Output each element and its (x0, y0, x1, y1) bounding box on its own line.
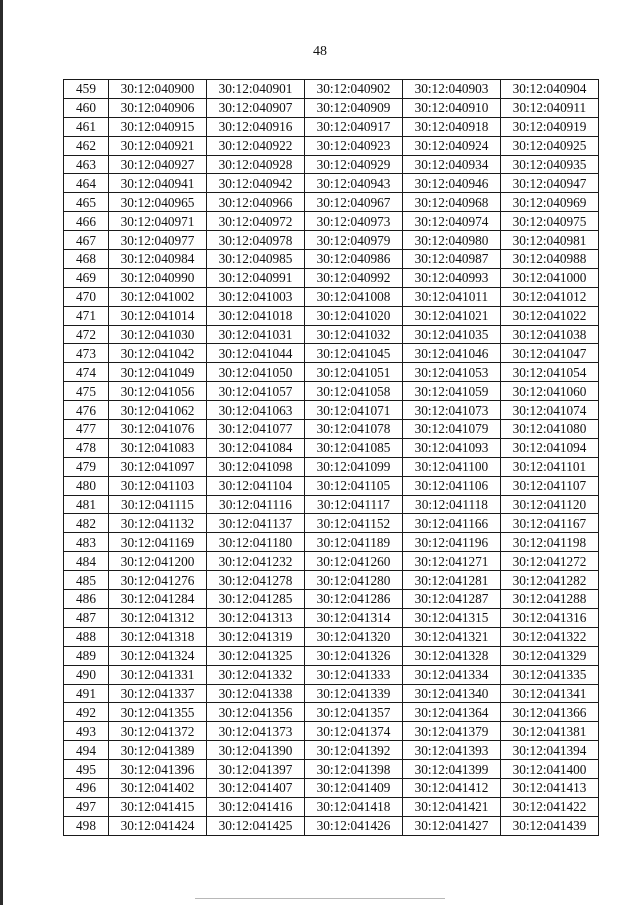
row-number-cell: 460 (64, 98, 109, 117)
cadastral-number-cell: 30:12:041325 (207, 646, 305, 665)
cadastral-number-cell: 30:12:041062 (109, 401, 207, 420)
table-row (64, 80, 599, 99)
row-number-cell: 484 (64, 552, 109, 571)
table-row (64, 533, 599, 552)
cadastral-number-cell: 30:12:041057 (207, 382, 305, 401)
cadastral-number-cell: 30:12:041282 (501, 571, 599, 590)
cadastral-number-cell: 30:12:040942 (207, 174, 305, 193)
table-row (64, 287, 599, 306)
cadastral-number-cell: 30:12:040934 (403, 155, 501, 174)
cadastral-number-cell: 30:12:041085 (305, 438, 403, 457)
cadastral-number-cell: 30:12:040973 (305, 212, 403, 231)
cadastral-number-cell: 30:12:041280 (305, 571, 403, 590)
table-row (64, 627, 599, 646)
cadastral-number-cell: 30:12:040911 (501, 98, 599, 117)
cadastral-number-cell: 30:12:041278 (207, 571, 305, 590)
cadastral-number-cell: 30:12:041272 (501, 552, 599, 571)
cadastral-number-cell: 30:12:041058 (305, 382, 403, 401)
cadastral-number-cell: 30:12:041356 (207, 703, 305, 722)
cadastral-number-cell: 30:12:041416 (207, 797, 305, 816)
row-number-cell: 475 (64, 382, 109, 401)
cadastral-number-cell: 30:12:041407 (207, 778, 305, 797)
cadastral-number-cell: 30:12:041012 (501, 287, 599, 306)
cadastral-number-cell: 30:12:041392 (305, 741, 403, 760)
table-row (64, 98, 599, 117)
cadastral-number-cell: 30:12:041374 (305, 722, 403, 741)
cadastral-number-cell: 30:12:040901 (207, 80, 305, 99)
cadastral-number-cell: 30:12:040965 (109, 193, 207, 212)
cadastral-number-cell: 30:12:041389 (109, 741, 207, 760)
cadastral-number-cell: 30:12:041152 (305, 514, 403, 533)
cadastral-number-cell: 30:12:041288 (501, 590, 599, 609)
table-row (64, 420, 599, 439)
row-number-cell: 474 (64, 363, 109, 382)
cadastral-number-cell: 30:12:040977 (109, 231, 207, 250)
cadastral-number-cell: 30:12:041078 (305, 420, 403, 439)
cadastral-number-cell: 30:12:041232 (207, 552, 305, 571)
cadastral-number-cell: 30:12:040987 (403, 250, 501, 269)
cadastral-number-cell: 30:12:040979 (305, 231, 403, 250)
cadastral-number-cell: 30:12:041002 (109, 287, 207, 306)
cadastral-number-cell: 30:12:041053 (403, 363, 501, 382)
cadastral-number-cell: 30:12:041338 (207, 684, 305, 703)
cadastral-number-cell: 30:12:041169 (109, 533, 207, 552)
cadastral-number-cell: 30:12:041316 (501, 608, 599, 627)
cadastral-number-cell: 30:12:041397 (207, 760, 305, 779)
cadastral-number-cell: 30:12:041332 (207, 665, 305, 684)
cadastral-number-cell: 30:12:041390 (207, 741, 305, 760)
table-row (64, 155, 599, 174)
cadastral-number-cell: 30:12:041339 (305, 684, 403, 703)
cadastral-number-cell: 30:12:040966 (207, 193, 305, 212)
table-row (64, 382, 599, 401)
cadastral-number-cell: 30:12:041313 (207, 608, 305, 627)
cadastral-number-cell: 30:12:041427 (403, 816, 501, 835)
cadastral-number-cell: 30:12:040990 (109, 268, 207, 287)
table-row (64, 325, 599, 344)
table-row (64, 476, 599, 495)
cadastral-number-cell: 30:12:040974 (403, 212, 501, 231)
row-number-cell: 492 (64, 703, 109, 722)
row-number-cell: 486 (64, 590, 109, 609)
cadastral-number-cell: 30:12:041189 (305, 533, 403, 552)
cadastral-number-cell: 30:12:040927 (109, 155, 207, 174)
cadastral-number-cell: 30:12:041341 (501, 684, 599, 703)
row-number-cell: 472 (64, 325, 109, 344)
cadastral-number-cell: 30:12:041022 (501, 306, 599, 325)
cadastral-number-cell: 30:12:041031 (207, 325, 305, 344)
table-row (64, 665, 599, 684)
row-number-cell: 465 (64, 193, 109, 212)
cadastral-number-cell: 30:12:040906 (109, 98, 207, 117)
cadastral-number-cell: 30:12:041198 (501, 533, 599, 552)
cadastral-number-cell: 30:12:041276 (109, 571, 207, 590)
cadastral-number-cell: 30:12:041047 (501, 344, 599, 363)
cadastral-number-cell: 30:12:040981 (501, 231, 599, 250)
cadastral-number-cell: 30:12:041260 (305, 552, 403, 571)
cadastral-number-cell: 30:12:040992 (305, 268, 403, 287)
table-row (64, 363, 599, 382)
cadastral-number-cell: 30:12:041381 (501, 722, 599, 741)
table-row (64, 797, 599, 816)
cadastral-number-cell: 30:12:040980 (403, 231, 501, 250)
cadastral-number-cell: 30:12:040909 (305, 98, 403, 117)
scan-left-edge (0, 0, 3, 905)
cadastral-number-cell: 30:12:041364 (403, 703, 501, 722)
cadastral-number-cell: 30:12:040985 (207, 250, 305, 269)
cadastral-number-cell: 30:12:041334 (403, 665, 501, 684)
cadastral-number-cell: 30:12:041032 (305, 325, 403, 344)
cadastral-number-cell: 30:12:040975 (501, 212, 599, 231)
cadastral-number-cell: 30:12:041050 (207, 363, 305, 382)
cadastral-number-cell: 30:12:041421 (403, 797, 501, 816)
cadastral-number-cell: 30:12:041324 (109, 646, 207, 665)
row-number-cell: 476 (64, 401, 109, 420)
cadastral-number-cell: 30:12:040978 (207, 231, 305, 250)
cadastral-number-cell: 30:12:041071 (305, 401, 403, 420)
cadastral-number-cell: 30:12:041337 (109, 684, 207, 703)
cadastral-number-cell: 30:12:041021 (403, 306, 501, 325)
cadastral-number-cell: 30:12:041097 (109, 457, 207, 476)
table-row (64, 684, 599, 703)
cadastral-number-cell: 30:12:041093 (403, 438, 501, 457)
cadastral-number-cell: 30:12:041166 (403, 514, 501, 533)
cadastral-number-cell: 30:12:040902 (305, 80, 403, 99)
row-number-cell: 485 (64, 571, 109, 590)
cadastral-number-cell: 30:12:040919 (501, 117, 599, 136)
cadastral-number-cell: 30:12:041038 (501, 325, 599, 344)
cadastral-number-cell: 30:12:040916 (207, 117, 305, 136)
table-row (64, 590, 599, 609)
row-number-cell: 498 (64, 816, 109, 835)
table-row (64, 268, 599, 287)
cadastral-number-cell: 30:12:041059 (403, 382, 501, 401)
cadastral-number-cell: 30:12:041357 (305, 703, 403, 722)
table-row (64, 608, 599, 627)
cadastral-number-cell: 30:12:041137 (207, 514, 305, 533)
table-row (64, 552, 599, 571)
row-number-cell: 489 (64, 646, 109, 665)
cadastral-number-cell: 30:12:040969 (501, 193, 599, 212)
cadastral-numbers-table (63, 79, 599, 836)
row-number-cell: 487 (64, 608, 109, 627)
row-number-cell: 490 (64, 665, 109, 684)
row-number-cell: 473 (64, 344, 109, 363)
cadastral-number-cell: 30:12:041379 (403, 722, 501, 741)
cadastral-number-cell: 30:12:041333 (305, 665, 403, 684)
table-row (64, 495, 599, 514)
table-row (64, 646, 599, 665)
cadastral-number-cell: 30:12:041287 (403, 590, 501, 609)
cadastral-number-cell: 30:12:041426 (305, 816, 403, 835)
cadastral-number-cell: 30:12:041400 (501, 760, 599, 779)
cadastral-number-cell: 30:12:040928 (207, 155, 305, 174)
row-number-cell: 463 (64, 155, 109, 174)
cadastral-number-cell: 30:12:041322 (501, 627, 599, 646)
cadastral-number-cell: 30:12:041011 (403, 287, 501, 306)
cadastral-number-cell: 30:12:040991 (207, 268, 305, 287)
cadastral-number-cell: 30:12:041340 (403, 684, 501, 703)
cadastral-number-cell: 30:12:040907 (207, 98, 305, 117)
table-row (64, 571, 599, 590)
cadastral-number-cell: 30:12:041076 (109, 420, 207, 439)
row-number-cell: 464 (64, 174, 109, 193)
cadastral-number-cell: 30:12:041018 (207, 306, 305, 325)
cadastral-number-cell: 30:12:041054 (501, 363, 599, 382)
table-row (64, 174, 599, 193)
table-row (64, 457, 599, 476)
cadastral-number-cell: 30:12:041373 (207, 722, 305, 741)
cadastral-number-cell: 30:12:041035 (403, 325, 501, 344)
cadastral-number-cell: 30:12:040972 (207, 212, 305, 231)
cadastral-number-cell: 30:12:041412 (403, 778, 501, 797)
table-row (64, 722, 599, 741)
cadastral-number-cell: 30:12:041098 (207, 457, 305, 476)
row-number-cell: 494 (64, 741, 109, 760)
cadastral-number-cell: 30:12:041281 (403, 571, 501, 590)
cadastral-number-cell: 30:12:041008 (305, 287, 403, 306)
table-row (64, 438, 599, 457)
cadastral-number-cell: 30:12:041060 (501, 382, 599, 401)
cadastral-number-cell: 30:12:041180 (207, 533, 305, 552)
cadastral-number-cell: 30:12:041042 (109, 344, 207, 363)
cadastral-number-cell: 30:12:041328 (403, 646, 501, 665)
cadastral-number-cell: 30:12:041315 (403, 608, 501, 627)
cadastral-number-cell: 30:12:041118 (403, 495, 501, 514)
cadastral-number-cell: 30:12:040935 (501, 155, 599, 174)
cadastral-number-cell: 30:12:040967 (305, 193, 403, 212)
table-row (64, 193, 599, 212)
cadastral-number-cell: 30:12:041115 (109, 495, 207, 514)
table-row (64, 401, 599, 420)
cadastral-number-cell: 30:12:041326 (305, 646, 403, 665)
cadastral-number-cell: 30:12:041020 (305, 306, 403, 325)
cadastral-number-cell: 30:12:041318 (109, 627, 207, 646)
cadastral-number-cell: 30:12:041063 (207, 401, 305, 420)
table-row (64, 212, 599, 231)
cadastral-number-cell: 30:12:040915 (109, 117, 207, 136)
row-number-cell: 466 (64, 212, 109, 231)
cadastral-number-cell: 30:12:040947 (501, 174, 599, 193)
row-number-cell: 491 (64, 684, 109, 703)
cadastral-number-cell: 30:12:041074 (501, 401, 599, 420)
row-number-cell: 482 (64, 514, 109, 533)
cadastral-number-cell: 30:12:041056 (109, 382, 207, 401)
row-number-cell: 483 (64, 533, 109, 552)
cadastral-number-cell: 30:12:040968 (403, 193, 501, 212)
row-number-cell: 493 (64, 722, 109, 741)
cadastral-number-cell: 30:12:041394 (501, 741, 599, 760)
cadastral-number-cell: 30:12:041321 (403, 627, 501, 646)
cadastral-number-cell: 30:12:040929 (305, 155, 403, 174)
cadastral-number-cell: 30:12:040984 (109, 250, 207, 269)
cadastral-number-cell: 30:12:041200 (109, 552, 207, 571)
table-row (64, 136, 599, 155)
table-row (64, 741, 599, 760)
row-number-cell: 480 (64, 476, 109, 495)
cadastral-number-cell: 30:12:041077 (207, 420, 305, 439)
cadastral-number-cell: 30:12:041103 (109, 476, 207, 495)
table-row (64, 514, 599, 533)
row-number-cell: 496 (64, 778, 109, 797)
cadastral-number-cell: 30:12:041167 (501, 514, 599, 533)
cadastral-number-cell: 30:12:041284 (109, 590, 207, 609)
cadastral-number-cell: 30:12:041046 (403, 344, 501, 363)
row-number-cell: 477 (64, 420, 109, 439)
cadastral-number-cell: 30:12:040910 (403, 98, 501, 117)
cadastral-number-cell: 30:12:041051 (305, 363, 403, 382)
table-row (64, 306, 599, 325)
cadastral-number-cell: 30:12:040921 (109, 136, 207, 155)
cadastral-number-cell: 30:12:041045 (305, 344, 403, 363)
cadastral-number-cell: 30:12:040925 (501, 136, 599, 155)
cadastral-number-cell: 30:12:040923 (305, 136, 403, 155)
row-number-cell: 467 (64, 231, 109, 250)
cadastral-number-cell: 30:12:041331 (109, 665, 207, 684)
cadastral-number-cell: 30:12:041099 (305, 457, 403, 476)
cadastral-number-cell: 30:12:040986 (305, 250, 403, 269)
cadastral-number-cell: 30:12:041285 (207, 590, 305, 609)
table-row (64, 816, 599, 835)
cadastral-number-cell: 30:12:041409 (305, 778, 403, 797)
row-number-cell: 481 (64, 495, 109, 514)
cadastral-number-cell: 30:12:041399 (403, 760, 501, 779)
cadastral-number-cell: 30:12:041120 (501, 495, 599, 514)
table-row (64, 344, 599, 363)
cadastral-number-cell: 30:12:040918 (403, 117, 501, 136)
cadastral-number-cell: 30:12:041425 (207, 816, 305, 835)
cadastral-number-cell: 30:12:041073 (403, 401, 501, 420)
cadastral-number-cell: 30:12:041107 (501, 476, 599, 495)
table-row (64, 703, 599, 722)
cadastral-number-cell: 30:12:041286 (305, 590, 403, 609)
row-number-cell: 469 (64, 268, 109, 287)
cadastral-number-cell: 30:12:041106 (403, 476, 501, 495)
row-number-cell: 459 (64, 80, 109, 99)
cadastral-number-cell: 30:12:041314 (305, 608, 403, 627)
cadastral-number-cell: 30:12:041320 (305, 627, 403, 646)
cadastral-number-cell: 30:12:041424 (109, 816, 207, 835)
cadastral-number-cell: 30:12:040904 (501, 80, 599, 99)
cadastral-number-cell: 30:12:041044 (207, 344, 305, 363)
row-number-cell: 468 (64, 250, 109, 269)
page-number: 48 (313, 44, 327, 59)
cadastral-number-cell: 30:12:041083 (109, 438, 207, 457)
row-number-cell: 470 (64, 287, 109, 306)
cadastral-number-cell: 30:12:041080 (501, 420, 599, 439)
table-row (64, 250, 599, 269)
cadastral-number-cell: 30:12:040922 (207, 136, 305, 155)
bottom-rule (195, 898, 445, 899)
cadastral-number-cell: 30:12:041049 (109, 363, 207, 382)
row-number-cell: 461 (64, 117, 109, 136)
cadastral-number-cell: 30:12:041104 (207, 476, 305, 495)
cadastral-number-cell: 30:12:041372 (109, 722, 207, 741)
cadastral-number-cell: 30:12:041329 (501, 646, 599, 665)
cadastral-number-cell: 30:12:040924 (403, 136, 501, 155)
cadastral-number-cell: 30:12:041355 (109, 703, 207, 722)
cadastral-number-cell: 30:12:041271 (403, 552, 501, 571)
row-number-cell: 488 (64, 627, 109, 646)
table-row (64, 778, 599, 797)
cadastral-number-cell: 30:12:041030 (109, 325, 207, 344)
cadastral-number-cell: 30:12:041415 (109, 797, 207, 816)
cadastral-number-cell: 30:12:041084 (207, 438, 305, 457)
cadastral-number-cell: 30:12:041366 (501, 703, 599, 722)
cadastral-number-cell: 30:12:040941 (109, 174, 207, 193)
cadastral-number-cell: 30:12:041014 (109, 306, 207, 325)
cadastral-number-cell: 30:12:041312 (109, 608, 207, 627)
cadastral-number-cell: 30:12:040988 (501, 250, 599, 269)
cadastral-number-cell: 30:12:041398 (305, 760, 403, 779)
table-row (64, 231, 599, 250)
table-row (64, 117, 599, 136)
cadastral-number-cell: 30:12:041000 (501, 268, 599, 287)
cadastral-number-cell: 30:12:041117 (305, 495, 403, 514)
cadastral-number-cell: 30:12:041396 (109, 760, 207, 779)
cadastral-number-cell: 30:12:041439 (501, 816, 599, 835)
cadastral-number-cell: 30:12:040971 (109, 212, 207, 231)
cadastral-number-cell: 30:12:040917 (305, 117, 403, 136)
cadastral-number-cell: 30:12:040903 (403, 80, 501, 99)
cadastral-number-cell: 30:12:041094 (501, 438, 599, 457)
cadastral-number-cell: 30:12:041335 (501, 665, 599, 684)
row-number-cell: 497 (64, 797, 109, 816)
cadastral-number-cell: 30:12:041100 (403, 457, 501, 476)
cadastral-number-cell: 30:12:040943 (305, 174, 403, 193)
cadastral-number-cell: 30:12:041393 (403, 741, 501, 760)
cadastral-number-cell: 30:12:041105 (305, 476, 403, 495)
row-number-cell: 462 (64, 136, 109, 155)
cadastral-number-cell: 30:12:040993 (403, 268, 501, 287)
cadastral-number-cell: 30:12:041413 (501, 778, 599, 797)
cadastral-number-cell: 30:12:041196 (403, 533, 501, 552)
cadastral-number-cell: 30:12:041402 (109, 778, 207, 797)
row-number-cell: 471 (64, 306, 109, 325)
cadastral-number-cell: 30:12:041319 (207, 627, 305, 646)
cadastral-number-cell: 30:12:041003 (207, 287, 305, 306)
cadastral-number-cell: 30:12:041418 (305, 797, 403, 816)
row-number-cell: 479 (64, 457, 109, 476)
row-number-cell: 495 (64, 760, 109, 779)
cadastral-number-cell: 30:12:041079 (403, 420, 501, 439)
table-row (64, 760, 599, 779)
table-body (64, 80, 599, 836)
cadastral-number-cell: 30:12:041101 (501, 457, 599, 476)
row-number-cell: 478 (64, 438, 109, 457)
cadastral-number-cell: 30:12:040946 (403, 174, 501, 193)
cadastral-number-cell: 30:12:040900 (109, 80, 207, 99)
cadastral-number-cell: 30:12:041422 (501, 797, 599, 816)
cadastral-number-cell: 30:12:041132 (109, 514, 207, 533)
cadastral-number-cell: 30:12:041116 (207, 495, 305, 514)
